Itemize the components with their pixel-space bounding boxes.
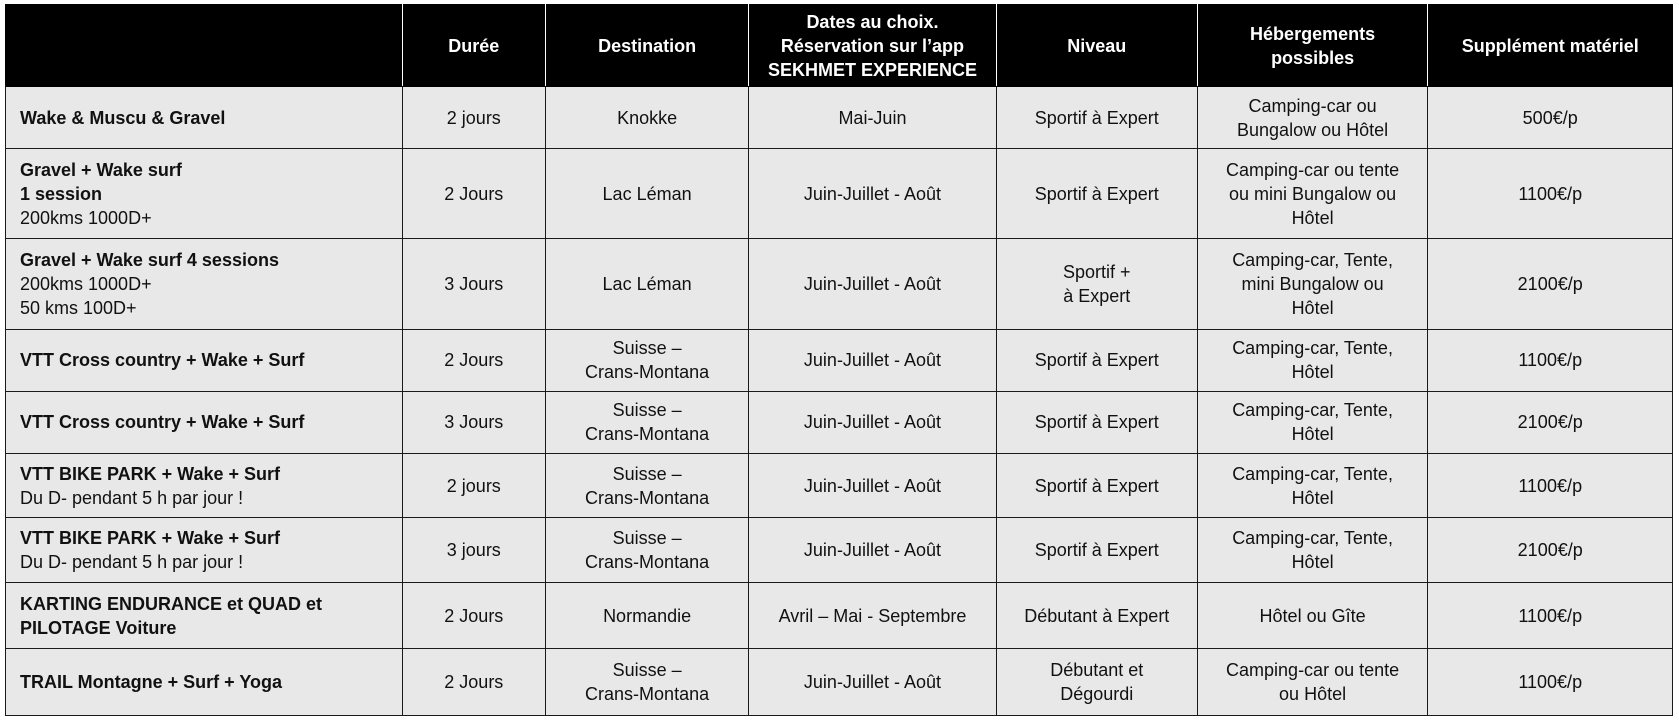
destination-cell: Suisse – Crans-Montana <box>546 454 749 518</box>
table-row <box>6 582 1673 649</box>
header-destination: Destination <box>546 5 749 87</box>
lodging-cell: Camping-car ou tente ou mini Bungalow ou Hôtel <box>1197 149 1428 239</box>
equipment-cell: 1100€/p <box>1428 149 1673 239</box>
equipment-cell: 2100€/p <box>1428 239 1673 329</box>
destination-cell: Lac Léman <box>546 239 749 329</box>
header-level: Niveau <box>996 5 1197 87</box>
equipment-cell: 500€/p <box>1428 87 1673 149</box>
level-cell: Sportif à Expert <box>996 391 1197 453</box>
activity-detail: 200kms 1000D+ 50 kms 100D+ <box>20 273 152 318</box>
dates-cell: Mai-Juin <box>749 87 997 149</box>
lodging-cell: Camping-car, Tente, Hôtel <box>1197 391 1428 453</box>
table-row <box>6 649 1673 716</box>
duration-cell: 2 Jours <box>402 329 546 391</box>
table-row <box>6 87 1673 149</box>
activity-cell <box>6 582 403 649</box>
activity-cell <box>6 518 403 582</box>
destination-cell: Suisse – Crans-Montana <box>546 329 749 391</box>
activity-detail: 200kms 1000D+ <box>20 207 152 228</box>
header-activity <box>6 5 403 87</box>
lodging-cell: Camping-car ou Bungalow ou Hôtel <box>1197 87 1428 149</box>
duration-cell: 2 Jours <box>402 649 546 716</box>
table-row <box>6 518 1673 582</box>
lodging-cell: Camping-car, Tente, mini Bungalow ou Hôtel <box>1197 239 1428 329</box>
duration-cell: 2 jours <box>402 87 546 149</box>
table-row <box>6 149 1673 239</box>
activity-detail: Du D- pendant 5 h par jour ! <box>20 552 244 573</box>
activity-title: VTT BIKE PARK + Wake + Surf <box>20 528 281 549</box>
lodging-cell: Hôtel ou Gîte <box>1197 582 1428 649</box>
level-cell: Sportif à Expert <box>996 518 1197 582</box>
table-row <box>6 391 1673 453</box>
destination-cell: Suisse – Crans-Montana <box>546 649 749 716</box>
activity-title: Wake & Muscu & Gravel <box>20 107 226 128</box>
destination-cell: Normandie <box>546 582 749 649</box>
duration-cell: 2 jours <box>402 454 546 518</box>
offers-table <box>5 4 1673 716</box>
duration-cell: 3 Jours <box>402 391 546 453</box>
activity-title: KARTING ENDURANCE et QUAD et PILOTAGE Voiture <box>20 593 323 638</box>
lodging-cell: Camping-car, Tente, Hôtel <box>1197 329 1428 391</box>
destination-cell: Suisse – Crans-Montana <box>546 518 749 582</box>
activity-cell <box>6 649 403 716</box>
destination-cell: Lac Léman <box>546 149 749 239</box>
equipment-cell: 1100€/p <box>1428 329 1673 391</box>
dates-cell: Juin-Juillet - Août <box>749 518 997 582</box>
activity-title: VTT Cross country + Wake + Surf <box>20 412 305 433</box>
header-equipment: Supplément matériel <box>1428 5 1673 87</box>
level-cell: Sportif à Expert <box>996 149 1197 239</box>
dates-cell: Juin-Juillet - Août <box>749 329 997 391</box>
activity-cell <box>6 239 403 329</box>
dates-cell: Juin-Juillet - Août <box>749 149 997 239</box>
destination-cell: Knokke <box>546 87 749 149</box>
equipment-cell: 2100€/p <box>1428 518 1673 582</box>
duration-cell: 2 Jours <box>402 149 546 239</box>
activity-cell <box>6 454 403 518</box>
equipment-cell: 2100€/p <box>1428 391 1673 453</box>
activity-cell <box>6 391 403 453</box>
equipment-cell: 1100€/p <box>1428 582 1673 649</box>
duration-cell: 3 Jours <box>402 239 546 329</box>
activity-title: Gravel + Wake surf 1 session <box>20 159 182 204</box>
duration-cell: 3 jours <box>402 518 546 582</box>
activity-title: VTT BIKE PARK + Wake + Surf <box>20 463 281 484</box>
dates-cell: Juin-Juillet - Août <box>749 391 997 453</box>
activity-detail: Du D- pendant 5 h par jour ! <box>20 487 244 508</box>
level-cell: Débutant et Dégourdi <box>996 649 1197 716</box>
equipment-cell: 1100€/p <box>1428 649 1673 716</box>
equipment-cell: 1100€/p <box>1428 454 1673 518</box>
destination-cell: Suisse – Crans-Montana <box>546 391 749 453</box>
dates-cell: Juin-Juillet - Août <box>749 454 997 518</box>
activity-title: TRAIL Montagne + Surf + Yoga <box>20 672 283 693</box>
activity-cell <box>6 329 403 391</box>
lodging-cell: Camping-car, Tente, Hôtel <box>1197 518 1428 582</box>
activity-title: VTT Cross country + Wake + Surf <box>20 350 305 371</box>
level-cell: Débutant à Expert <box>996 582 1197 649</box>
lodging-cell: Camping-car, Tente, Hôtel <box>1197 454 1428 518</box>
header-lodging: Hébergements possibles <box>1197 5 1428 87</box>
duration-cell: 2 Jours <box>402 582 546 649</box>
table-row <box>6 454 1673 518</box>
activity-cell <box>6 87 403 149</box>
level-cell: Sportif à Expert <box>996 87 1197 149</box>
lodging-cell: Camping-car ou tente ou Hôtel <box>1197 649 1428 716</box>
dates-cell: Avril – Mai - Septembre <box>749 582 997 649</box>
level-cell: Sportif à Expert <box>996 329 1197 391</box>
level-cell: Sportif + à Expert <box>996 239 1197 329</box>
activity-cell <box>6 149 403 239</box>
header-dates: Dates au choix. Réservation sur l’app SEKHMET EXPERIENCE <box>749 5 997 87</box>
dates-cell: Juin-Juillet - Août <box>749 649 997 716</box>
activity-title: Gravel + Wake surf 4 sessions <box>20 249 279 270</box>
header-duration: Durée <box>402 5 546 87</box>
header-row <box>6 5 1673 87</box>
level-cell: Sportif à Expert <box>996 454 1197 518</box>
table-row <box>6 329 1673 391</box>
dates-cell: Juin-Juillet - Août <box>749 239 997 329</box>
table-row <box>6 239 1673 329</box>
